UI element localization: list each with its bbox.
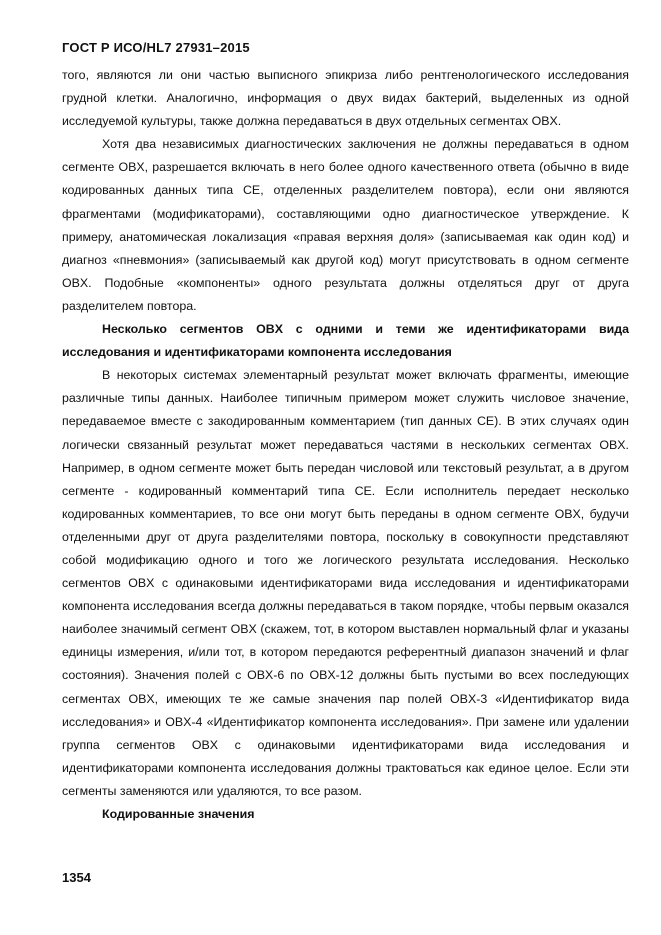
- paragraph-multiple-obx: В некоторых системах элементарный результат может включать фрагменты, имеющие различные типы данных. Наиболее типичным примером может служить числовое значение, передаваемое вместе с закодированным комментарием (тип данных CE). В этих случаях один логически связанный результат может передаваться частями в нескольких сегментах OBX. Например, в одном сегменте может быть передан числовой или текстовый результат, а в другом сегменте - кодированный комментарий типа CE. Если исполнитель передает несколько кодированных комментариев, то все они могут быть переданы в одном сегменте OBX, будучи отделенными друг от друга разделителями повтора, поскольку в совокупности представляют собой модификацию одного и того же логического результата исследования. Несколько сегментов OBX с одинаковыми идентификаторами вида исследования и идентификаторами компонента исследования всегда должны передаваться в таком порядке, чтобы первым оказался наиболее значимый сегмент OBX (скажем, тот, в котором выставлен нормальный флаг и указаны единицы измерения, и/или тот, в котором передаются референтный диапазон значений и флаг состояния). Значения полей с OBX-6 по OBX-12 должны быть пустыми во всех последующих сегментах OBX, имеющих те же самые значения пар полей OBX-3 «Идентификатор вида исследования» и OBX-4 «Идентификатор компонента исследования». При замене или удалении группа сегментов OBX с одинаковыми идентификаторами вида исследования и идентификаторами компонента исследования должны трактоваться как единое целое. Если эти сегменты заменяются или удаляются, то все разом.: [62, 368, 629, 798]
- standard-header: ГОСТ Р ИСО/HL7 27931–2015: [62, 40, 250, 55]
- paragraph-diagnostic-conclusions: Хотя два независимых диагностических заключения не должны передаваться в одном сегменте OBX, разрешается включать в него более одного качественного ответа (обычно в виде кодированных данных типа CE, отделенных разделителем повтора), если они являются фрагментами (модификаторами), составляющими одно диагностическое утверждение. К примеру, анатомическая локализация «правая верхняя доля» (записываемая как один код) и диагноз «пневмония» (записываемый как другой код) могут присутствовать в одном сегменте OBX. Подобные «компоненты» одного результата должны отделяться друг от друга разделителем повтора.: [62, 137, 629, 313]
- page-number: 1354: [62, 870, 91, 885]
- section-heading-coded-values: Кодированные значения: [102, 807, 255, 821]
- page-body: [62, 64, 629, 826]
- paragraph-continuation: того, являются ли они частью выписного эпикриза либо рентгенологического исследования грудной клетки. Аналогично, информация о двух видах бактерий, выделенных из одной исследуемой культуры, также должна передаваться в двух отдельных сегментах OBX.: [62, 68, 629, 129]
- section-heading-multiple-obx: Несколько сегментов OBX с одними и теми же идентификаторами вида исследования и идентификаторами компонента исследования: [62, 322, 629, 360]
